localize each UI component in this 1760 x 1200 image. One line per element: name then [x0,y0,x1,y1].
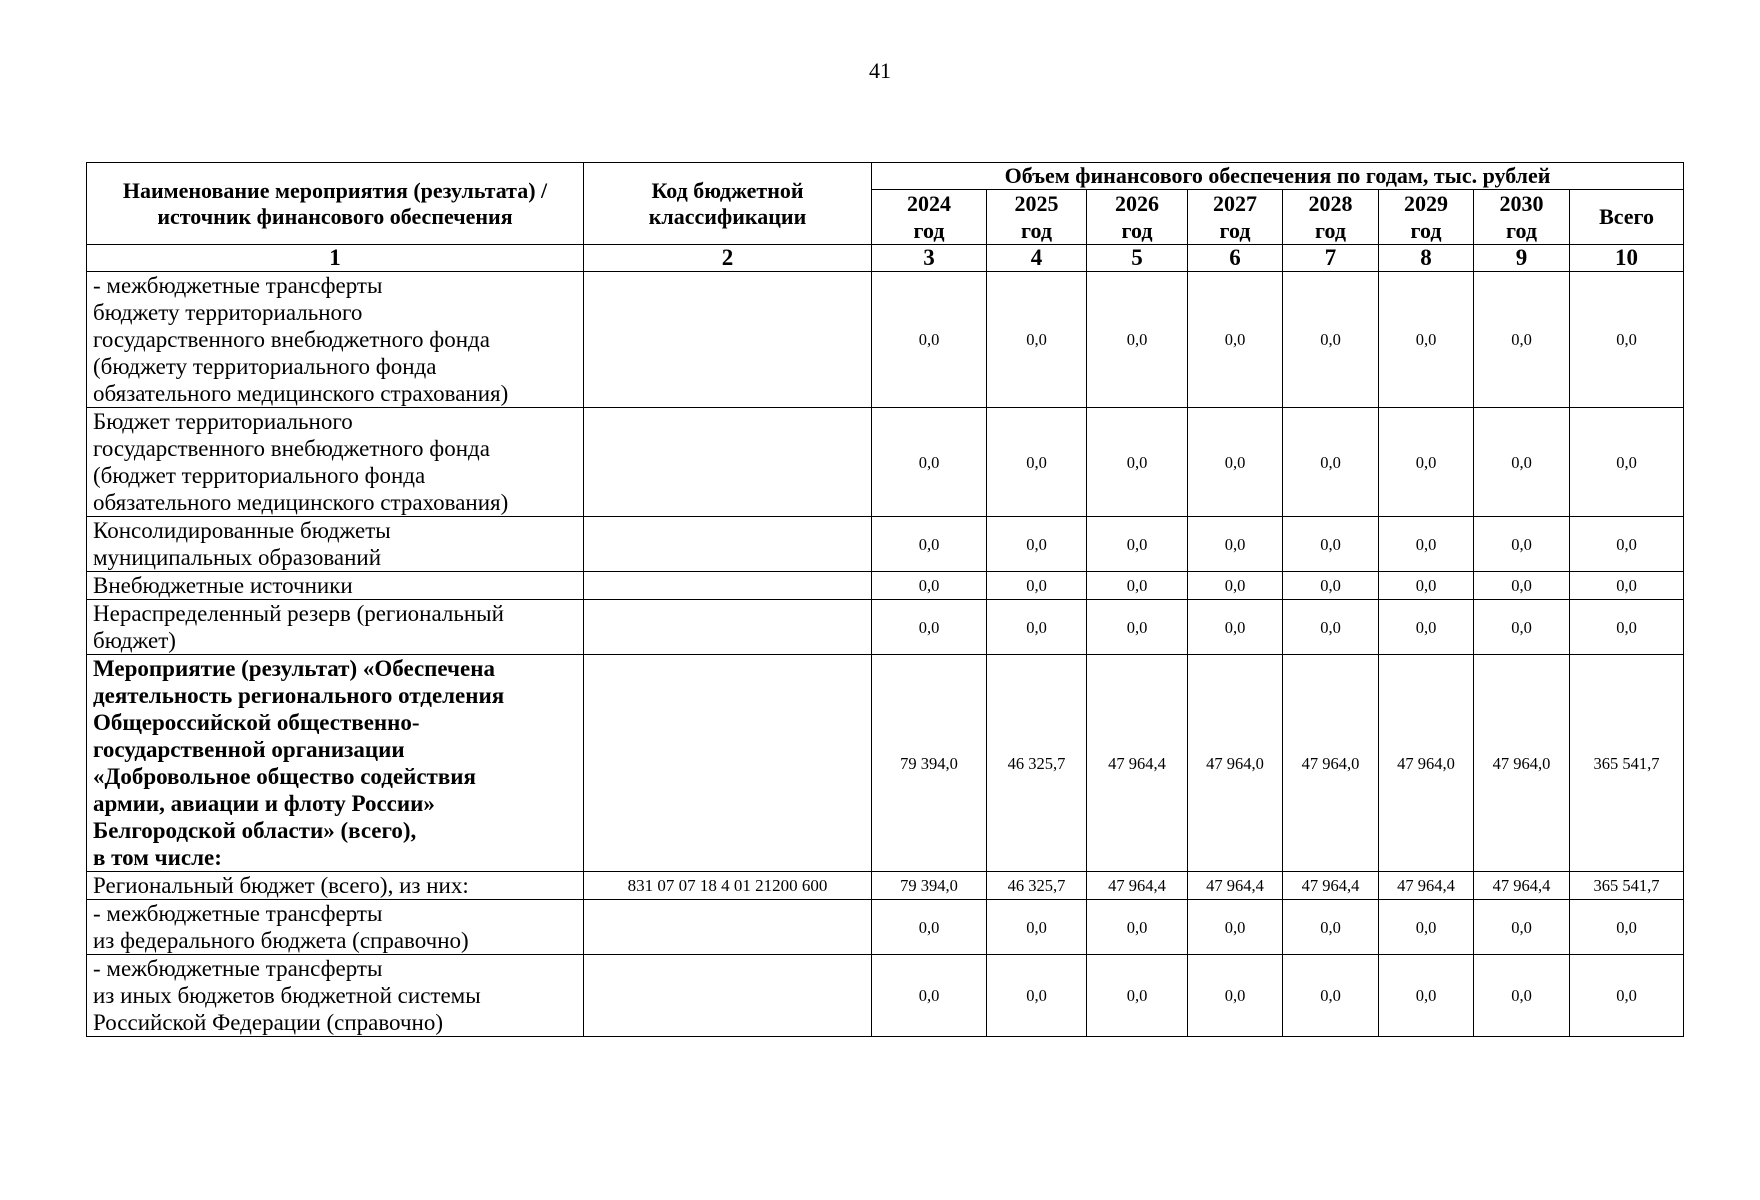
row-value-2027: 0,0 [1188,408,1283,517]
row-value-total: 0,0 [1570,900,1684,955]
header-year-number: 2027 [1213,191,1257,216]
row-value-total: 0,0 [1570,408,1684,517]
row-value-2026: 0,0 [1087,272,1188,408]
row-name-line: (бюджету территориального фонда [93,354,437,379]
header-year-number: 2025 [1014,191,1059,216]
row-value-2030: 0,0 [1474,517,1570,572]
row-name-cell [87,517,584,572]
row-value-2026: 47 964,4 [1087,655,1188,872]
row-name-cell [87,272,584,408]
row-value-2030: 0,0 [1474,408,1570,517]
row-name-line: - межбюджетные трансферты [93,901,383,926]
row-name-line: Бюджет территориального [93,409,353,434]
row-value-2025: 0,0 [987,272,1087,408]
row-value-2029: 0,0 [1379,517,1474,572]
row-name-cell [87,900,584,955]
column-numbers-row [87,245,1684,272]
header-year-2027 [1188,190,1283,245]
table-header [87,163,1684,272]
row-value-2027: 47 964,0 [1188,655,1283,872]
row-code-cell [584,955,872,1037]
row-value-2027: 0,0 [1188,600,1283,655]
column-number: 8 [1379,245,1474,272]
row-value-2029: 0,0 [1379,272,1474,408]
row-value-2024: 0,0 [872,900,987,955]
column-number: 3 [872,245,987,272]
row-value-2028: 0,0 [1283,955,1379,1037]
table-row [87,517,1684,572]
row-name-cell [87,655,584,872]
header-year-number: 2030 [1499,191,1544,216]
row-value-2030: 0,0 [1474,572,1570,600]
row-value-2030: 0,0 [1474,900,1570,955]
row-name-line: государственного внебюджетного фонда [93,327,490,352]
row-value-2026: 0,0 [1087,955,1188,1037]
header-year-number: 2024 [907,191,951,216]
row-value-2027: 0,0 [1188,955,1283,1037]
row-value-2026: 47 964,4 [1087,872,1188,900]
row-value-total: 365 541,7 [1570,872,1684,900]
row-value-2029: 47 964,0 [1379,655,1474,872]
row-value-2024: 0,0 [872,272,987,408]
row-name-line: обязательного медицинского страхования) [93,381,509,406]
header-name-column: Наименование мероприятия (результата) / источник финансового обеспечения [87,163,584,245]
row-value-2027: 0,0 [1188,517,1283,572]
header-year-unit: год [1219,218,1251,243]
row-name-line: в том числе: [93,845,222,870]
table-row [87,272,1684,408]
header-code-column: Код бюджетной классификации [584,163,872,245]
row-value-total: 0,0 [1570,572,1684,600]
row-value-2027: 0,0 [1188,572,1283,600]
row-value-2029: 0,0 [1379,955,1474,1037]
row-value-2024: 0,0 [872,408,987,517]
row-value-total: 365 541,7 [1570,655,1684,872]
row-value-total: 0,0 [1570,517,1684,572]
row-code-cell [584,572,872,600]
header-year-2024 [872,190,987,245]
row-code-cell [584,272,872,408]
row-name-line: Мероприятие (результат) «Обеспечена [93,656,495,681]
row-name-line: деятельность регионального отделения [93,683,505,708]
row-value-2026: 0,0 [1087,572,1188,600]
row-value-2026: 0,0 [1087,517,1188,572]
row-name-line: Нераспределенный резерв (региональный [93,601,504,626]
row-value-2030: 47 964,4 [1474,872,1570,900]
row-value-2024: 0,0 [872,517,987,572]
header-year-2029 [1379,190,1474,245]
row-name-cell [87,600,584,655]
header-year-unit: год [1410,218,1442,243]
row-name-line: (бюджет территориального фонда [93,463,426,488]
header-year-2026 [1087,190,1188,245]
row-name-line: из иных бюджетов бюджетной системы [93,983,481,1008]
row-value-2028: 47 964,0 [1283,655,1379,872]
row-name-line: государственного внебюджетного фонда [93,436,490,461]
row-value-2025: 46 325,7 [987,872,1087,900]
row-value-2029: 0,0 [1379,572,1474,600]
row-value-2026: 0,0 [1087,408,1188,517]
header-year-number: 2029 [1404,191,1448,216]
column-number: 2 [584,245,872,272]
row-value-2026: 0,0 [1087,600,1188,655]
table-row [87,600,1684,655]
column-number: 1 [87,245,584,272]
row-name-line: муниципальных образований [93,545,382,570]
row-value-2025: 46 325,7 [987,655,1087,872]
row-value-2030: 0,0 [1474,955,1570,1037]
row-code-cell [584,517,872,572]
table-row [87,572,1684,600]
row-value-2029: 0,0 [1379,408,1474,517]
column-number: 5 [1087,245,1188,272]
table-row [87,408,1684,517]
row-name-line: Общероссийской общественно- [93,710,420,735]
header-year-unit: год [1121,218,1153,243]
column-number: 6 [1188,245,1283,272]
header-year-2030 [1474,190,1570,245]
row-value-total: 0,0 [1570,272,1684,408]
table-row [87,872,1684,900]
row-value-2030: 0,0 [1474,272,1570,408]
header-year-unit: год [913,218,945,243]
row-value-2024: 79 394,0 [872,655,987,872]
header-total-column: Всего [1570,190,1684,245]
row-name-cell [87,572,584,600]
row-code-cell [584,408,872,517]
table-row [87,955,1684,1037]
column-number: 4 [987,245,1087,272]
row-code-cell [584,655,872,872]
row-name-line: бюджету территориального [93,300,363,325]
header-year-2025 [987,190,1087,245]
row-value-2028: 0,0 [1283,900,1379,955]
row-name-line: Региональный бюджет (всего), из них: [93,873,469,898]
row-value-2024: 79 394,0 [872,872,987,900]
row-value-2029: 47 964,4 [1379,872,1474,900]
row-code-cell [584,600,872,655]
row-value-2028: 0,0 [1283,572,1379,600]
row-value-2024: 0,0 [872,572,987,600]
column-number: 10 [1570,245,1684,272]
row-value-2030: 47 964,0 [1474,655,1570,872]
table-body [87,272,1684,1037]
row-value-2025: 0,0 [987,572,1087,600]
row-value-2027: 47 964,4 [1188,872,1283,900]
row-name-cell [87,872,584,900]
row-name-line: из федерального бюджета (справочно) [93,928,469,953]
row-value-2027: 0,0 [1188,272,1283,408]
row-name-line: Консолидированные бюджеты [93,518,391,543]
row-value-2029: 0,0 [1379,600,1474,655]
row-value-total: 0,0 [1570,600,1684,655]
row-value-2027: 0,0 [1188,900,1283,955]
row-value-2025: 0,0 [987,600,1087,655]
row-value-2024: 0,0 [872,955,987,1037]
row-name-line: армии, авиации и флоту России» [93,791,435,816]
row-name-cell [87,408,584,517]
column-number: 9 [1474,245,1570,272]
header-year-2028 [1283,190,1379,245]
row-value-2030: 0,0 [1474,600,1570,655]
page-number: 41 [869,58,891,83]
row-name-line: - межбюджетные трансферты [93,956,383,981]
column-number: 7 [1283,245,1379,272]
row-name-cell [87,955,584,1037]
row-value-2028: 47 964,4 [1283,872,1379,900]
row-value-2028: 0,0 [1283,600,1379,655]
row-value-2024: 0,0 [872,600,987,655]
row-name-line: - межбюджетные трансферты [93,273,383,298]
table-row [87,655,1684,872]
row-value-total: 0,0 [1570,955,1684,1037]
row-value-2025: 0,0 [987,955,1087,1037]
row-name-line: Белгородской области» (всего), [93,818,417,843]
header-year-unit: год [1021,218,1052,243]
row-code-cell [584,900,872,955]
row-value-2026: 0,0 [1087,900,1188,955]
row-value-2025: 0,0 [987,517,1087,572]
header-financing-group: Объем финансового обеспечения по годам, тыс. рублей [872,163,1684,190]
row-value-2028: 0,0 [1283,272,1379,408]
row-name-line: Внебюджетные источники [93,573,353,598]
row-name-line: «Добровольное общество содействия [93,764,476,789]
header-year-unit: год [1506,218,1537,243]
row-name-line: Российской Федерации (справочно) [93,1010,443,1035]
row-value-2028: 0,0 [1283,408,1379,517]
row-name-line: бюджет) [93,628,176,653]
row-name-line: обязательного медицинского страхования) [93,490,509,515]
row-value-2028: 0,0 [1283,517,1379,572]
row-value-2025: 0,0 [987,408,1087,517]
row-value-2025: 0,0 [987,900,1087,955]
row-value-2029: 0,0 [1379,900,1474,955]
header-year-unit: год [1315,218,1346,243]
header-year-number: 2026 [1115,191,1159,216]
row-name-line: государственной организации [93,737,405,762]
header-year-number: 2028 [1308,191,1353,216]
row-code-cell: 831 07 07 18 4 01 21200 600 [584,872,872,900]
table-row [87,900,1684,955]
financing-table [86,162,1684,1037]
